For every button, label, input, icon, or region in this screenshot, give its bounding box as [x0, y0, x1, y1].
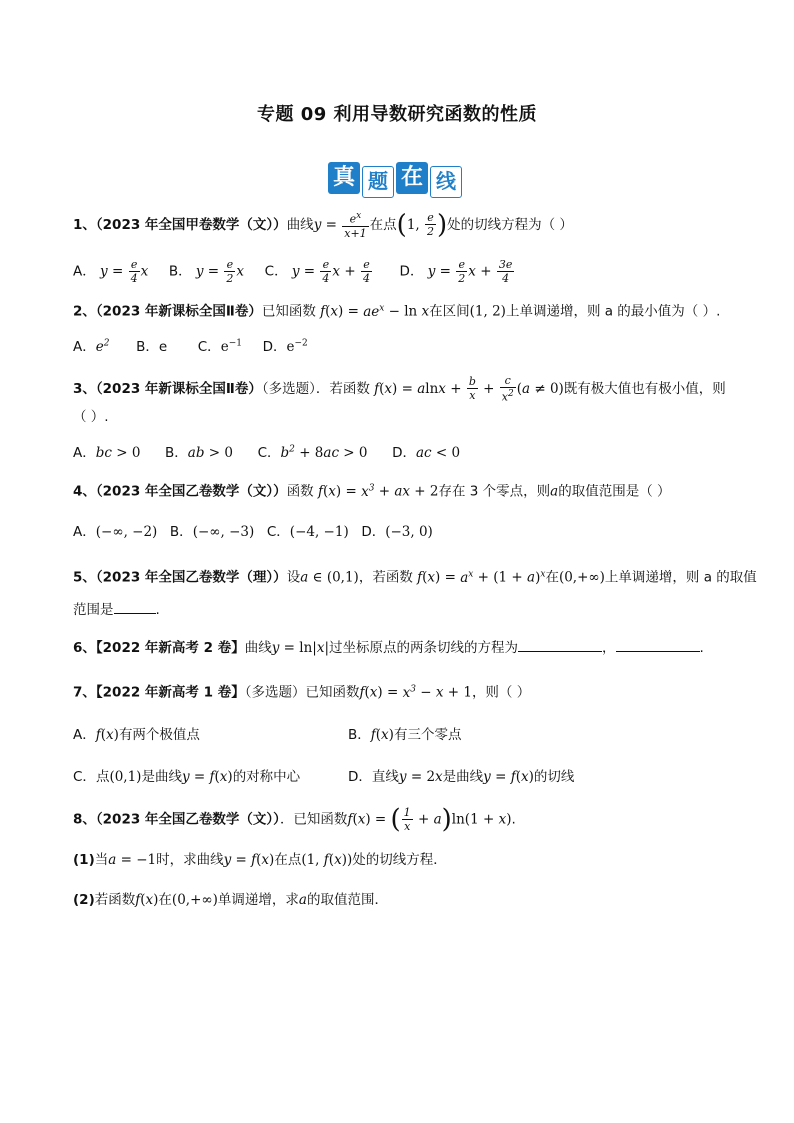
question-source: （2023 年新课标全国Ⅱ卷） [95, 380, 262, 397]
option-label: A． [73, 339, 96, 355]
question-text: 处的切线方程． [352, 852, 447, 868]
question-source: （2023 年全国乙卷数学（文）） [95, 483, 287, 500]
option-text: 的对称中心 [232, 769, 301, 785]
part-label: (1) [73, 852, 95, 868]
question-text: ， [602, 640, 616, 656]
option-a: A．f(x)有两个极值点 [73, 727, 200, 743]
question-text: 的取值范围． [306, 892, 388, 908]
formula: $\frac{e}{2}$ [426, 211, 434, 239]
question-source: （2023 年全国甲卷数学（文）） [95, 216, 287, 233]
question-number: 3、 [73, 380, 96, 397]
option-text: 有两个极值点 [118, 727, 200, 743]
part-label: (2) [73, 892, 95, 908]
question-number: 1、 [73, 216, 96, 233]
question-text: 过坐标原点的两条切线的方程为 [329, 640, 519, 656]
option-label: A． [73, 727, 96, 743]
question-text: 既有极大值也有极小值，则 [563, 380, 726, 397]
option-label: D． [348, 769, 372, 785]
question-6: 6、【2022 年新高考 2 卷】曲线y = ln|x|过坐标原点的两条切线的方程为 ， . [73, 640, 704, 656]
question-text: . [511, 811, 516, 828]
logo-char-3: 在 [396, 162, 428, 194]
question-number: 2、 [73, 303, 96, 320]
question-number: 8、 [73, 811, 96, 828]
question-text: 时，求曲线 [156, 852, 224, 868]
question-text: 单调递增，求 [217, 892, 299, 908]
formula: y [313, 216, 322, 233]
question-4: 4、（2023 年全国乙卷数学（文））函数 $f(x) = x^3$ + ax + 2存在 3 个零点，则a的取值范围是（ ） [73, 483, 671, 500]
question-source: （2023 年全国乙卷数学（文）） [95, 811, 280, 828]
question-3-cont: （ ）. [73, 409, 109, 425]
option-c: C．点(0,1)是曲线y = f(x)的对称中心 [73, 769, 301, 785]
answer-options: A． y = $\frac{e}{4}$ x B． y = $\frac{e}{2}$ x C． y = $\frac{e}{4}$ x + $\frac{e}{4}$ D． y = $\frac{e}{2}$ x + $\frac{3e}{4}$ [73, 258, 513, 285]
question-text: 在 [158, 892, 172, 908]
option-label: C． [264, 263, 288, 280]
question-text: （多选题）．若函数 [261, 380, 370, 397]
option-label: C． [197, 339, 221, 355]
question-text: 设 [286, 569, 301, 586]
question-text: 曲线 [286, 216, 314, 233]
question-7: 7、【2022 年新高考 1 卷】（多选题）已知函数$f(x) = x^3 - x + 1$，则（ ） [73, 684, 531, 701]
option-label: B． [165, 445, 188, 461]
logo-char-4: 线 [430, 166, 462, 198]
question-source: 【2022 年新高考 2 卷】 [95, 640, 245, 656]
question-text: 函数 [286, 483, 314, 500]
question-text: 范围是 [73, 602, 114, 618]
question-source: （2023 年全国乙卷数学（理）） [95, 569, 287, 586]
formula: f [315, 303, 326, 320]
option-d: D．直线y = 2x是曲线y = f(x)的切线 [348, 769, 575, 785]
option-text: 直线 [371, 769, 399, 785]
option-label: A． [73, 445, 96, 461]
option-label: D． [361, 524, 386, 540]
option-label: B． [169, 524, 193, 540]
option-text: 有三个零点 [393, 727, 462, 743]
answer-blank[interactable] [114, 601, 156, 614]
question-number: 4、 [73, 483, 96, 500]
question-5-cont [73, 601, 160, 619]
question-2: 2、（2023 年新课标全国Ⅱ卷）已知函数 $f(x) = ae^x - \ln x$在区间(1, 2)上单调递增，则 a 的最小值为（ ）. [73, 303, 721, 320]
question-text: ，则（ ） [471, 684, 531, 701]
question-number: 5、 [73, 569, 96, 586]
question-text: 若函数 [94, 892, 136, 908]
option-label: C． [257, 445, 281, 461]
formula: $\frac{e^x}{x+1}$ [344, 211, 367, 240]
option-text: 的切线 [533, 769, 575, 785]
option-text: 点 [95, 769, 110, 785]
question-text: 上单调递增，则 a 的最小值为（ ）. [505, 303, 721, 320]
logo-char-2: 题 [362, 166, 394, 198]
question-text: 当 [94, 852, 109, 868]
question-text: 在点 [274, 852, 302, 868]
question-text: 已知函数 [261, 303, 316, 320]
question-5: 5、（2023 年全国乙卷数学（理））设a ∈ (0,1)，若函数 $f(x) = a^x + (1 + a)^x$在(0,+∞)上单调递增，则 a 的取值 [73, 569, 757, 586]
option-label: D． [399, 263, 424, 280]
question-text: 的取值范围是（ ） [558, 483, 671, 500]
question-text: . [155, 602, 160, 618]
question-3: 3、（2023 年新课标全国Ⅱ卷）（多选题）．若函数 f(x) = alnx + $\frac{b}{x}$ + $\frac{c}{x^2}$ (a ≠ 0)既有极大值也有极小值，则 [73, 374, 726, 404]
question-8-part-1: (1)当a = −1时，求曲线y = f(x)在点(1, f(x))处的切线方程． [73, 852, 447, 868]
logo-char-1: 真 [328, 162, 360, 194]
formula: f [313, 483, 323, 500]
option-label: B． [348, 727, 371, 743]
question-8: 8、（2023 年全国乙卷数学（文））．已知函数f(x) = ( $\frac{1}{x}$ + a)ln(1 + x). [73, 804, 516, 835]
formula: f [369, 380, 380, 397]
question-number: 7、 [73, 684, 96, 701]
option-label: D． [392, 445, 416, 461]
question-1: 1、（2023 年全国甲卷数学（文））曲线y = $\frac{e^x}{x+1}$ 在点(1, $\frac{e}{2}$ )处的切线方程为（ ） [73, 209, 573, 240]
question-text: 在点 [369, 216, 397, 233]
question-text: 在 [545, 569, 559, 586]
question-text: 曲线 [244, 640, 272, 656]
option-label: B． [168, 263, 192, 280]
question-8-part-2: (2)若函数f(x)在(0,+∞)单调递增，求a的取值范围． [73, 892, 388, 908]
page-title: 专题 09 利用导数研究函数的性质 [256, 104, 538, 125]
option-text: 是曲线 [442, 769, 484, 785]
question-text: 上单调递增，则 a 的取值 [604, 569, 757, 586]
answer-options: A．bc > 0 B．ab > 0 C．$b^2 + 8ac > 0$ D．ac < 0 [73, 444, 461, 461]
option-label: C． [73, 769, 96, 785]
option-label: D． [262, 339, 287, 355]
answer-blank[interactable] [518, 639, 602, 652]
question-source: （2023 年新课标全国Ⅱ卷） [95, 303, 262, 320]
option-b: B．f(x)有三个零点 [348, 727, 462, 743]
question-text: 处的切线方程为（ ） [447, 216, 573, 233]
question-text: ，若函数 [358, 569, 413, 586]
answer-options: A．(−∞, −2) B．(−∞, −3) C．(−4, −1) D．(−3, 0) [73, 524, 433, 540]
question-text: （多选题）已知函数 [244, 684, 360, 701]
answer-blank[interactable] [616, 639, 700, 652]
question-text: 存在 3 个零点，则 [438, 483, 551, 500]
option-label: A． [73, 524, 96, 540]
question-text: 在区间 [429, 303, 470, 320]
question-source: 【2022 年新高考 1 卷】 [95, 684, 245, 701]
question-number: 6、 [73, 640, 96, 656]
question-text: ．已知函数 [279, 811, 348, 828]
answer-options: A．$e^2$ B．e C．$e^{-1}$ D．$e^{-2}$ [73, 338, 308, 355]
question-text: . [699, 640, 704, 656]
option-label: C． [266, 524, 290, 540]
option-text: 是曲线 [141, 769, 182, 785]
option-label: B．e [136, 339, 168, 355]
option-label: A． [73, 263, 96, 280]
section-logo [326, 158, 468, 198]
